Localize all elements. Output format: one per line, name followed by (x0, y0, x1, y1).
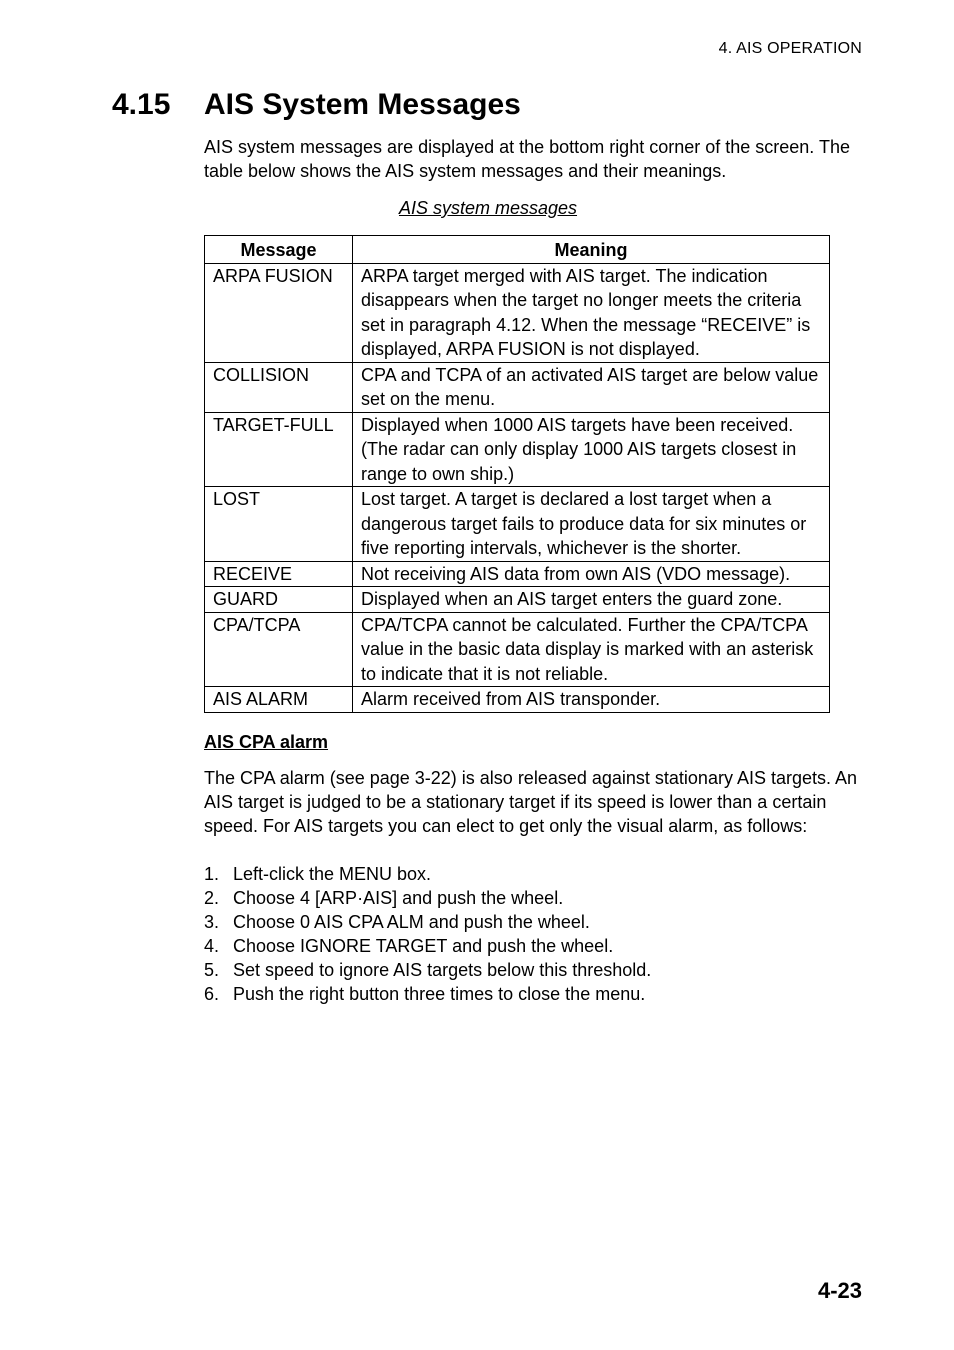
table-row (205, 561, 830, 587)
list-item (204, 862, 651, 886)
step-number: 3. (204, 912, 220, 932)
table-row (205, 687, 830, 713)
meaning-cell: ARPA target merged with AIS target. The indication disappears when the target no longer meets the criteria set in paragraph 4.12. When the message “RECEIVE” is displayed, ARPA FUSION is not displayed. (353, 263, 830, 362)
section-heading (112, 88, 521, 122)
message-cell: TARGET-FULL (205, 412, 353, 487)
table-row (205, 263, 830, 362)
meaning-cell: Lost target. A target is declared a lost target when a dangerous target fails to produce data for six minutes or five reporting intervals, whichever is the shorter. (353, 487, 830, 562)
meaning-cell: Alarm received from AIS transponder. (353, 687, 830, 713)
table-header-row (205, 236, 830, 264)
ais-messages-table (204, 235, 830, 713)
cpa-alarm-paragraph: The CPA alarm (see page 3-22) is also released against stationary AIS targets. An AIS target is judged to be a stationary target if its speed is lower than a certain speed. For AIS targets you can elect to get only the visual alarm, as follows: (204, 768, 858, 836)
step-number: 1. (204, 864, 220, 884)
meaning-cell: CPA/TCPA cannot be calculated. Further the CPA/TCPA value in the basic data display is marked with an asterisk to indicate that it is not reliable. (353, 612, 830, 687)
table-row (205, 362, 830, 412)
list-item (204, 910, 651, 934)
step-text: Choose 4 [ARP·AIS] and push the wheel. (233, 888, 564, 908)
table-caption: AIS system messages (398, 198, 578, 218)
list-item (204, 886, 651, 910)
step-number: 2. (204, 888, 220, 908)
message-cell: CPA/TCPA (205, 612, 353, 687)
list-item (204, 982, 651, 1006)
step-number: 6. (204, 984, 220, 1004)
list-item (204, 958, 651, 982)
message-cell: LOST (205, 487, 353, 562)
running-header: 4. AIS OPERATION (718, 40, 862, 57)
meaning-cell: Displayed when 1000 AIS targets have been received. (The radar can only display 1000 AIS targets closest in range to own ship.) (353, 412, 830, 487)
step-text: Set speed to ignore AIS targets below this threshold. (233, 960, 652, 980)
column-header-meaning: Meaning (353, 236, 830, 264)
table-row (205, 487, 830, 562)
step-text: Push the right button three times to close the menu. (233, 984, 646, 1004)
column-header-message: Message (205, 236, 353, 264)
step-text: Left-click the MENU box. (233, 864, 432, 884)
section-title: AIS System Messages (204, 88, 521, 121)
step-text: Choose 0 AIS CPA ALM and push the wheel. (233, 912, 590, 932)
page-number: 4-23 (817, 1278, 862, 1303)
message-cell: COLLISION (205, 362, 353, 412)
message-cell: GUARD (205, 587, 353, 613)
procedure-steps (204, 862, 651, 1006)
step-number: 5. (204, 960, 220, 980)
message-cell: ARPA FUSION (205, 263, 353, 362)
step-number: 4. (204, 936, 220, 956)
table-row (205, 612, 830, 687)
meaning-cell: Not receiving AIS data from own AIS (VDO message). (353, 561, 830, 587)
cpa-alarm-heading: AIS CPA alarm (204, 732, 329, 752)
step-text: Choose IGNORE TARGET and push the wheel. (233, 936, 614, 956)
message-cell: RECEIVE (205, 561, 353, 587)
section-number: 4.15 (112, 88, 171, 121)
table-row (205, 412, 830, 487)
meaning-cell: CPA and TCPA of an activated AIS target are below value set on the menu. (353, 362, 830, 412)
message-cell: AIS ALARM (205, 687, 353, 713)
table-row (205, 587, 830, 613)
list-item (204, 934, 651, 958)
meaning-cell: Displayed when an AIS target enters the guard zone. (353, 587, 830, 613)
intro-paragraph: AIS system messages are displayed at the bottom right corner of the screen. The table below shows the AIS system messages and their meanings. (204, 137, 850, 181)
